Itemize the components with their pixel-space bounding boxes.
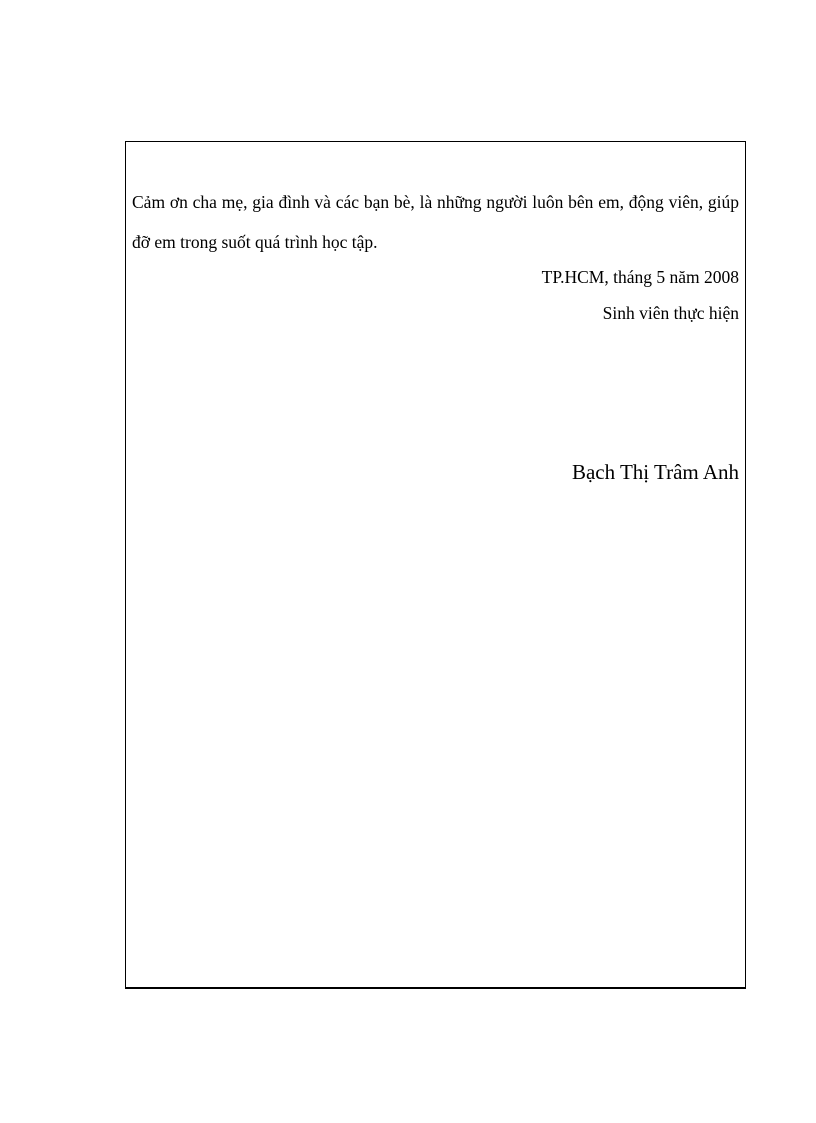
- signer-name: Bạch Thị Trâm Anh: [571, 460, 739, 484]
- signer-role: Sinh viên thực hiện: [602, 303, 739, 323]
- page-border-frame: [125, 141, 746, 989]
- place-date-line: TP.HCM, tháng 5 năm 2008: [541, 267, 739, 287]
- acknowledgement-paragraph: Cảm ơn cha mẹ, gia đình và các bạn bè, là những người luôn bên em, động viên, giúp đỡ em trong suốt quá trình học tập.: [132, 192, 739, 252]
